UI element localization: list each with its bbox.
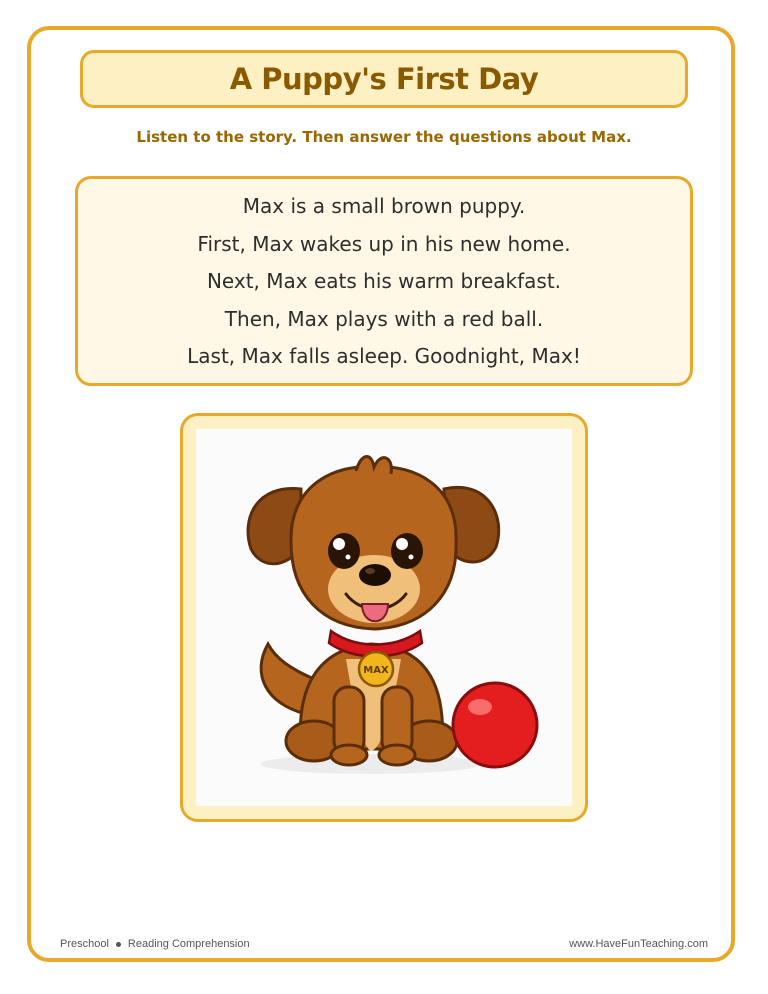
title-banner <box>80 50 688 108</box>
story-line: Then, Max plays with a red ball. <box>224 306 544 331</box>
page-title: A Puppy's First Day <box>229 62 539 96</box>
footer-subject: Reading Comprehension <box>127 938 250 950</box>
footer-category <box>60 938 250 950</box>
footer-level: Preschool <box>60 938 109 950</box>
story-line: Max is a small brown puppy. <box>242 194 526 219</box>
footer-website[interactable]: www.HaveFunTeaching.com <box>569 938 708 950</box>
illustration-frame <box>180 413 588 822</box>
story-box <box>75 176 693 386</box>
instructions-text: Listen to the story. Then answer the questions about Max. <box>136 128 632 146</box>
story-line: Next, Max eats his warm breakfast. <box>206 269 562 294</box>
collar-tag-label: MAX <box>363 665 389 676</box>
story-line: First, Max wakes up in his new home. <box>197 231 571 256</box>
bullet-dot-icon <box>116 942 121 947</box>
puppy-eye-right <box>391 533 423 569</box>
story-line: Last, Max falls asleep. Goodnight, Max! <box>187 344 581 369</box>
puppy-illustration <box>196 429 572 806</box>
puppy-eye-left <box>328 533 360 569</box>
puppy-nose <box>359 564 391 586</box>
red-ball <box>453 683 537 767</box>
